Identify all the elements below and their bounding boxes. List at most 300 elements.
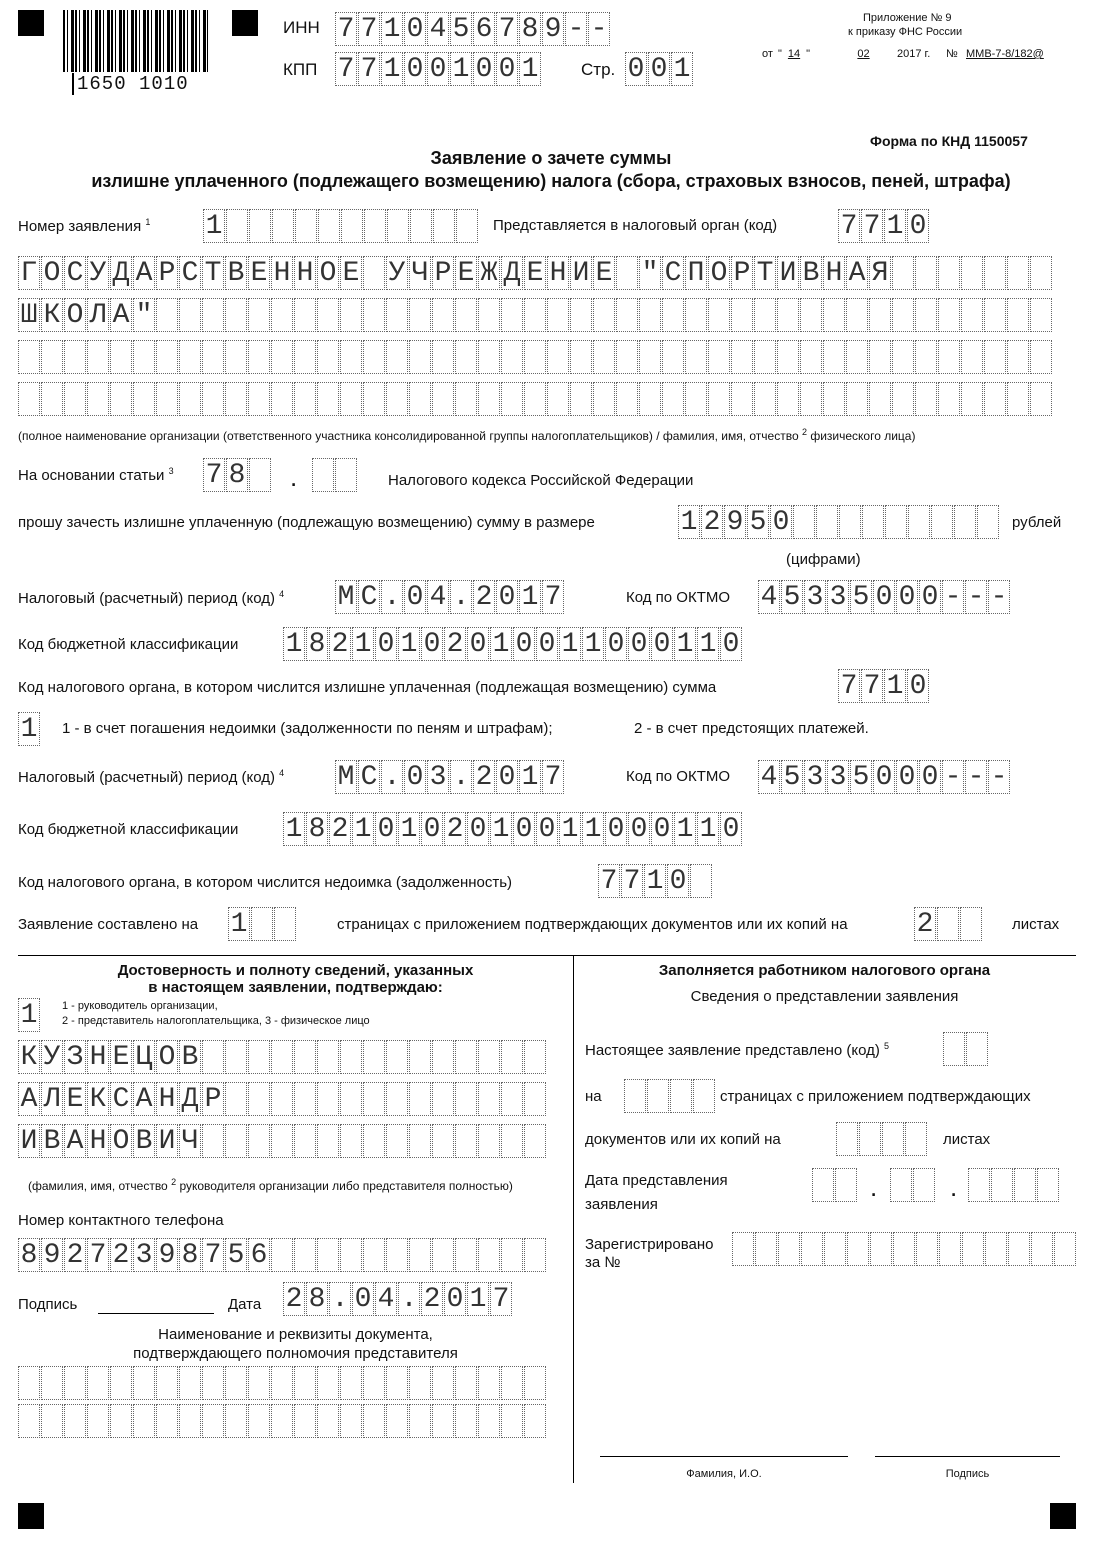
input-cell[interactable] bbox=[1007, 340, 1029, 374]
input-cell[interactable] bbox=[862, 505, 884, 539]
input-cell[interactable]: 1 bbox=[559, 627, 581, 661]
input-cell[interactable]: 2 bbox=[110, 1238, 132, 1272]
input-cell[interactable] bbox=[249, 209, 271, 243]
input-cell[interactable] bbox=[524, 1366, 546, 1400]
input-cell[interactable] bbox=[156, 382, 178, 416]
input-cell[interactable] bbox=[892, 382, 914, 416]
input-cell[interactable]: Т bbox=[202, 256, 224, 290]
input-cell[interactable]: К bbox=[18, 1040, 40, 1074]
input-cell[interactable]: В bbox=[225, 256, 247, 290]
input-cell[interactable] bbox=[624, 1079, 646, 1113]
input-cell[interactable] bbox=[363, 1040, 385, 1074]
input-cell[interactable]: - bbox=[988, 580, 1010, 614]
input-cell[interactable] bbox=[915, 298, 937, 332]
input-cell[interactable] bbox=[908, 505, 930, 539]
input-cell[interactable] bbox=[501, 1404, 523, 1438]
input-cell[interactable]: А bbox=[110, 298, 132, 332]
input-cell[interactable] bbox=[318, 209, 340, 243]
input-cell[interactable]: 2 bbox=[64, 1238, 86, 1272]
input-cell[interactable] bbox=[984, 298, 1006, 332]
input-cell[interactable]: Р bbox=[731, 256, 753, 290]
input-cell[interactable]: 7 bbox=[861, 669, 883, 703]
input-cell[interactable] bbox=[1030, 256, 1052, 290]
input-cell[interactable] bbox=[294, 298, 316, 332]
input-cell[interactable] bbox=[801, 1232, 823, 1266]
input-cell[interactable]: 0 bbox=[536, 627, 558, 661]
input-cell[interactable] bbox=[570, 340, 592, 374]
input-cell[interactable]: Ц bbox=[133, 1040, 155, 1074]
input-cell[interactable]: 7 bbox=[621, 864, 643, 898]
input-cell[interactable]: 7 bbox=[542, 760, 564, 794]
input-cell[interactable] bbox=[133, 1366, 155, 1400]
input-cell[interactable]: 0 bbox=[496, 580, 518, 614]
input-cell[interactable]: 4 bbox=[427, 580, 449, 614]
input-cell[interactable] bbox=[294, 1124, 316, 1158]
input-cell[interactable] bbox=[961, 256, 983, 290]
input-cell[interactable] bbox=[455, 1124, 477, 1158]
input-cell[interactable] bbox=[777, 340, 799, 374]
input-cell[interactable]: 2 bbox=[329, 812, 351, 846]
input-cell[interactable] bbox=[892, 340, 914, 374]
input-cell[interactable]: 0 bbox=[375, 812, 397, 846]
input-cell[interactable]: 8 bbox=[519, 12, 541, 46]
fio-line[interactable] bbox=[600, 1456, 848, 1457]
input-cell[interactable]: 1 bbox=[490, 812, 512, 846]
input-cell[interactable]: 6 bbox=[248, 1238, 270, 1272]
input-cell[interactable]: 0 bbox=[720, 812, 742, 846]
input-cell[interactable] bbox=[847, 1232, 869, 1266]
input-cell[interactable] bbox=[984, 340, 1006, 374]
input-cell[interactable] bbox=[478, 382, 500, 416]
input-cell[interactable] bbox=[409, 1082, 431, 1116]
inn-cells[interactable] bbox=[335, 12, 611, 46]
date-submit-month[interactable] bbox=[890, 1168, 936, 1202]
input-cell[interactable] bbox=[916, 1232, 938, 1266]
input-cell[interactable]: 0 bbox=[770, 505, 792, 539]
input-cell[interactable] bbox=[179, 298, 201, 332]
input-cell[interactable]: " bbox=[639, 256, 661, 290]
input-cell[interactable] bbox=[386, 1238, 408, 1272]
input-cell[interactable] bbox=[547, 340, 569, 374]
input-cell[interactable] bbox=[363, 1124, 385, 1158]
input-cell[interactable] bbox=[41, 340, 63, 374]
input-cell[interactable]: 3 bbox=[804, 580, 826, 614]
input-cell[interactable] bbox=[478, 1040, 500, 1074]
org2-cells[interactable] bbox=[598, 864, 713, 898]
input-cell[interactable] bbox=[387, 209, 409, 243]
input-cell[interactable] bbox=[869, 340, 891, 374]
input-cell[interactable] bbox=[64, 1404, 86, 1438]
input-cell[interactable] bbox=[846, 382, 868, 416]
input-cell[interactable] bbox=[708, 382, 730, 416]
input-cell[interactable]: И bbox=[18, 1124, 40, 1158]
input-cell[interactable]: 0 bbox=[907, 669, 929, 703]
input-cell[interactable] bbox=[295, 209, 317, 243]
input-cell[interactable] bbox=[915, 382, 937, 416]
input-cell[interactable] bbox=[456, 209, 478, 243]
input-cell[interactable]: 0 bbox=[404, 52, 426, 86]
input-cell[interactable]: У bbox=[87, 256, 109, 290]
input-cell[interactable]: И bbox=[570, 256, 592, 290]
input-cell[interactable]: Е bbox=[340, 256, 362, 290]
input-cell[interactable]: И bbox=[777, 256, 799, 290]
input-cell[interactable]: Г bbox=[18, 256, 40, 290]
input-cell[interactable]: Н bbox=[156, 1082, 178, 1116]
input-cell[interactable]: С bbox=[110, 1082, 132, 1116]
input-cell[interactable] bbox=[1054, 1232, 1076, 1266]
input-cell[interactable] bbox=[294, 1040, 316, 1074]
input-cell[interactable] bbox=[64, 340, 86, 374]
input-cell[interactable]: 0 bbox=[536, 812, 558, 846]
input-cell[interactable] bbox=[893, 1232, 915, 1266]
input-cell[interactable]: Т bbox=[754, 256, 776, 290]
input-cell[interactable]: 9 bbox=[542, 12, 564, 46]
input-cell[interactable] bbox=[547, 298, 569, 332]
pages-cells[interactable] bbox=[228, 907, 297, 941]
input-cell[interactable] bbox=[249, 458, 271, 492]
input-cell[interactable]: 1 bbox=[582, 627, 604, 661]
input-cell[interactable]: В bbox=[41, 1124, 63, 1158]
input-cell[interactable] bbox=[156, 1366, 178, 1400]
input-cell[interactable] bbox=[225, 1366, 247, 1400]
input-cell[interactable]: 0 bbox=[496, 52, 518, 86]
input-cell[interactable]: - bbox=[942, 760, 964, 794]
input-cell[interactable]: 7 bbox=[203, 458, 225, 492]
input-cell[interactable]: 5 bbox=[747, 505, 769, 539]
input-cell[interactable] bbox=[340, 1238, 362, 1272]
input-cell[interactable] bbox=[547, 382, 569, 416]
input-cell[interactable] bbox=[823, 340, 845, 374]
input-cell[interactable] bbox=[823, 298, 845, 332]
input-cell[interactable]: 7 bbox=[87, 1238, 109, 1272]
input-cell[interactable]: 5 bbox=[781, 580, 803, 614]
input-cell[interactable]: - bbox=[965, 580, 987, 614]
input-cell[interactable] bbox=[816, 505, 838, 539]
input-cell[interactable] bbox=[966, 1032, 988, 1066]
input-cell[interactable]: - bbox=[965, 760, 987, 794]
input-cell[interactable] bbox=[432, 298, 454, 332]
input-cell[interactable] bbox=[885, 505, 907, 539]
input-cell[interactable] bbox=[179, 1366, 201, 1400]
input-cell[interactable]: У bbox=[386, 256, 408, 290]
article-cells-1[interactable] bbox=[203, 458, 272, 492]
input-cell[interactable] bbox=[793, 505, 815, 539]
input-cell[interactable]: . bbox=[381, 580, 403, 614]
input-cell[interactable]: 0 bbox=[919, 760, 941, 794]
input-cell[interactable]: 4 bbox=[758, 580, 780, 614]
input-cell[interactable] bbox=[455, 1404, 477, 1438]
input-cell[interactable] bbox=[18, 382, 40, 416]
input-cell[interactable] bbox=[662, 298, 684, 332]
input-cell[interactable] bbox=[754, 382, 776, 416]
input-cell[interactable]: 2 bbox=[701, 505, 723, 539]
input-cell[interactable]: 6 bbox=[473, 12, 495, 46]
input-cell[interactable] bbox=[317, 1082, 339, 1116]
input-cell[interactable] bbox=[317, 340, 339, 374]
input-cell[interactable]: 7 bbox=[490, 1282, 512, 1316]
input-cell[interactable]: 2 bbox=[444, 627, 466, 661]
input-cell[interactable] bbox=[524, 1082, 546, 1116]
input-cell[interactable]: Л bbox=[41, 1082, 63, 1116]
input-cell[interactable] bbox=[87, 1366, 109, 1400]
input-cell[interactable] bbox=[835, 1168, 857, 1202]
input-cell[interactable] bbox=[501, 1238, 523, 1272]
input-cell[interactable] bbox=[890, 1168, 912, 1202]
input-cell[interactable] bbox=[386, 1124, 408, 1158]
input-cell[interactable] bbox=[778, 1232, 800, 1266]
input-cell[interactable] bbox=[1037, 1168, 1059, 1202]
input-cell[interactable]: 0 bbox=[907, 209, 929, 243]
input-cell[interactable] bbox=[363, 1238, 385, 1272]
input-cell[interactable] bbox=[501, 298, 523, 332]
input-cell[interactable] bbox=[892, 256, 914, 290]
submitted-cells[interactable] bbox=[943, 1032, 989, 1066]
input-cell[interactable] bbox=[248, 1082, 270, 1116]
input-cell[interactable] bbox=[202, 1040, 224, 1074]
input-cell[interactable]: . bbox=[329, 1282, 351, 1316]
input-cell[interactable] bbox=[639, 382, 661, 416]
input-cell[interactable]: В bbox=[133, 1124, 155, 1158]
input-cell[interactable]: . bbox=[398, 1282, 420, 1316]
input-cell[interactable]: 2 bbox=[329, 627, 351, 661]
input-cell[interactable] bbox=[225, 1124, 247, 1158]
input-cell[interactable] bbox=[409, 1366, 431, 1400]
input-cell[interactable] bbox=[317, 1366, 339, 1400]
input-cell[interactable]: 1 bbox=[644, 864, 666, 898]
input-cell[interactable] bbox=[156, 340, 178, 374]
input-cell[interactable] bbox=[732, 1232, 754, 1266]
input-cell[interactable] bbox=[274, 907, 296, 941]
phone-cells[interactable] bbox=[18, 1238, 547, 1272]
input-cell[interactable] bbox=[248, 298, 270, 332]
input-cell[interactable] bbox=[501, 340, 523, 374]
input-cell[interactable] bbox=[1031, 1232, 1053, 1266]
input-cell[interactable]: 0 bbox=[628, 627, 650, 661]
input-cell[interactable] bbox=[859, 1122, 881, 1156]
input-cell[interactable] bbox=[363, 1366, 385, 1400]
input-cell[interactable] bbox=[708, 298, 730, 332]
input-cell[interactable]: 3 bbox=[133, 1238, 155, 1272]
input-cell[interactable] bbox=[731, 382, 753, 416]
input-cell[interactable]: 0 bbox=[896, 580, 918, 614]
input-cell[interactable] bbox=[251, 907, 273, 941]
input-cell[interactable] bbox=[202, 1366, 224, 1400]
input-cell[interactable] bbox=[639, 340, 661, 374]
input-cell[interactable] bbox=[754, 340, 776, 374]
input-cell[interactable] bbox=[977, 505, 999, 539]
input-cell[interactable]: 0 bbox=[651, 627, 673, 661]
input-cell[interactable]: 9 bbox=[41, 1238, 63, 1272]
input-cell[interactable] bbox=[616, 382, 638, 416]
reg-number-cells[interactable] bbox=[732, 1232, 1077, 1266]
input-cell[interactable] bbox=[846, 340, 868, 374]
input-cell[interactable]: 1 bbox=[519, 580, 541, 614]
input-cell[interactable] bbox=[409, 298, 431, 332]
input-cell[interactable] bbox=[64, 1366, 86, 1400]
amount-cells[interactable] bbox=[678, 505, 1000, 539]
input-cell[interactable]: 3 bbox=[804, 760, 826, 794]
input-cell[interactable] bbox=[915, 256, 937, 290]
input-cell[interactable] bbox=[1007, 256, 1029, 290]
input-cell[interactable] bbox=[340, 340, 362, 374]
input-cell[interactable]: 5 bbox=[850, 760, 872, 794]
input-cell[interactable] bbox=[225, 1040, 247, 1074]
input-cell[interactable]: Р bbox=[202, 1082, 224, 1116]
input-cell[interactable]: Е bbox=[248, 256, 270, 290]
input-cell[interactable] bbox=[409, 382, 431, 416]
input-cell[interactable] bbox=[432, 1238, 454, 1272]
input-cell[interactable] bbox=[340, 1124, 362, 1158]
input-cell[interactable] bbox=[455, 298, 477, 332]
input-cell[interactable] bbox=[341, 209, 363, 243]
input-cell[interactable] bbox=[271, 340, 293, 374]
input-cell[interactable] bbox=[110, 340, 132, 374]
input-cell[interactable]: . bbox=[450, 580, 472, 614]
input-cell[interactable] bbox=[133, 382, 155, 416]
input-cell[interactable]: - bbox=[565, 12, 587, 46]
input-cell[interactable]: 7 bbox=[202, 1238, 224, 1272]
right-sheets-cells[interactable] bbox=[836, 1122, 928, 1156]
input-cell[interactable]: 0 bbox=[352, 1282, 374, 1316]
input-cell[interactable]: У bbox=[41, 1040, 63, 1074]
input-cell[interactable]: 8 bbox=[18, 1238, 40, 1272]
input-cell[interactable]: 7 bbox=[335, 52, 357, 86]
sign-line[interactable] bbox=[98, 1313, 214, 1314]
input-cell[interactable]: 7 bbox=[838, 669, 860, 703]
input-cell[interactable]: Ч bbox=[179, 1124, 201, 1158]
period2-cells[interactable] bbox=[335, 760, 565, 794]
input-cell[interactable]: 2 bbox=[444, 812, 466, 846]
input-cell[interactable] bbox=[335, 458, 357, 492]
input-cell[interactable]: Н bbox=[87, 1124, 109, 1158]
input-cell[interactable] bbox=[501, 1124, 523, 1158]
input-cell[interactable] bbox=[363, 382, 385, 416]
input-cell[interactable]: 1 bbox=[352, 627, 374, 661]
input-cell[interactable] bbox=[386, 1082, 408, 1116]
input-cell[interactable] bbox=[386, 298, 408, 332]
input-cell[interactable] bbox=[317, 298, 339, 332]
input-cell[interactable]: 3 bbox=[827, 580, 849, 614]
input-cell[interactable] bbox=[340, 1366, 362, 1400]
input-cell[interactable] bbox=[409, 1238, 431, 1272]
input-cell[interactable] bbox=[340, 1082, 362, 1116]
input-cell[interactable]: 0 bbox=[720, 627, 742, 661]
input-cell[interactable]: М bbox=[335, 760, 357, 794]
input-cell[interactable] bbox=[731, 340, 753, 374]
input-cell[interactable]: 1 bbox=[283, 627, 305, 661]
input-cell[interactable] bbox=[616, 340, 638, 374]
date-cells[interactable] bbox=[283, 1282, 513, 1316]
input-cell[interactable] bbox=[226, 209, 248, 243]
input-cell[interactable]: 1 bbox=[398, 627, 420, 661]
date-submit-year[interactable] bbox=[968, 1168, 1060, 1202]
input-cell[interactable]: 7 bbox=[542, 580, 564, 614]
input-cell[interactable]: 0 bbox=[651, 812, 673, 846]
input-cell[interactable] bbox=[340, 1040, 362, 1074]
input-cell[interactable] bbox=[317, 1404, 339, 1438]
input-cell[interactable] bbox=[984, 382, 1006, 416]
input-cell[interactable]: - bbox=[942, 580, 964, 614]
input-cell[interactable]: 1 bbox=[519, 52, 541, 86]
input-cell[interactable]: - bbox=[588, 12, 610, 46]
input-cell[interactable] bbox=[317, 1238, 339, 1272]
input-cell[interactable] bbox=[340, 298, 362, 332]
input-cell[interactable] bbox=[225, 1082, 247, 1116]
period1-cells[interactable] bbox=[335, 580, 565, 614]
input-cell[interactable]: 8 bbox=[306, 627, 328, 661]
input-cell[interactable]: 9 bbox=[724, 505, 746, 539]
input-cell[interactable]: 7 bbox=[358, 52, 380, 86]
input-cell[interactable]: О bbox=[708, 256, 730, 290]
input-cell[interactable] bbox=[225, 298, 247, 332]
input-cell[interactable] bbox=[962, 1232, 984, 1266]
input-cell[interactable]: 7 bbox=[861, 209, 883, 243]
input-cell[interactable]: Е bbox=[64, 1082, 86, 1116]
input-cell[interactable]: 5 bbox=[225, 1238, 247, 1272]
input-cell[interactable] bbox=[690, 864, 712, 898]
input-cell[interactable]: 0 bbox=[427, 52, 449, 86]
input-cell[interactable] bbox=[455, 1366, 477, 1400]
input-cell[interactable] bbox=[800, 340, 822, 374]
input-cell[interactable] bbox=[340, 1404, 362, 1438]
input-cell[interactable]: 4 bbox=[758, 760, 780, 794]
input-cell[interactable]: 7 bbox=[358, 12, 380, 46]
input-cell[interactable] bbox=[409, 1124, 431, 1158]
input-cell[interactable] bbox=[777, 298, 799, 332]
input-cell[interactable] bbox=[432, 382, 454, 416]
input-cell[interactable]: 0 bbox=[605, 627, 627, 661]
input-cell[interactable] bbox=[363, 340, 385, 374]
input-cell[interactable] bbox=[179, 382, 201, 416]
input-cell[interactable]: 0 bbox=[404, 12, 426, 46]
input-cell[interactable] bbox=[478, 1404, 500, 1438]
input-cell[interactable] bbox=[754, 298, 776, 332]
input-cell[interactable] bbox=[248, 340, 270, 374]
input-cell[interactable] bbox=[938, 256, 960, 290]
right-pages-cells[interactable] bbox=[624, 1079, 716, 1113]
input-cell[interactable] bbox=[938, 382, 960, 416]
input-cell[interactable]: 0 bbox=[421, 627, 443, 661]
input-cell[interactable] bbox=[524, 340, 546, 374]
input-cell[interactable]: 7 bbox=[838, 209, 860, 243]
input-cell[interactable]: 0 bbox=[467, 627, 489, 661]
input-cell[interactable] bbox=[1007, 382, 1029, 416]
input-cell[interactable]: Н bbox=[87, 1040, 109, 1074]
input-cell[interactable] bbox=[913, 1168, 935, 1202]
input-cell[interactable]: А bbox=[846, 256, 868, 290]
input-cell[interactable] bbox=[317, 382, 339, 416]
input-cell[interactable] bbox=[991, 1168, 1013, 1202]
input-cell[interactable] bbox=[593, 340, 615, 374]
input-cell[interactable] bbox=[317, 1124, 339, 1158]
input-cell[interactable]: 0 bbox=[467, 812, 489, 846]
input-cell[interactable] bbox=[968, 1168, 990, 1202]
input-cell[interactable] bbox=[570, 382, 592, 416]
input-cell[interactable]: 0 bbox=[473, 52, 495, 86]
input-cell[interactable] bbox=[455, 1040, 477, 1074]
input-cell[interactable] bbox=[41, 1404, 63, 1438]
input-cell[interactable]: 0 bbox=[421, 812, 443, 846]
input-cell[interactable] bbox=[869, 382, 891, 416]
input-cell[interactable]: 1 bbox=[18, 712, 40, 746]
input-cell[interactable]: 1 bbox=[674, 627, 696, 661]
input-cell[interactable] bbox=[869, 298, 891, 332]
input-cell[interactable] bbox=[954, 505, 976, 539]
input-cell[interactable] bbox=[938, 340, 960, 374]
input-cell[interactable] bbox=[156, 298, 178, 332]
input-cell[interactable] bbox=[110, 382, 132, 416]
input-cell[interactable]: 1 bbox=[450, 52, 472, 86]
